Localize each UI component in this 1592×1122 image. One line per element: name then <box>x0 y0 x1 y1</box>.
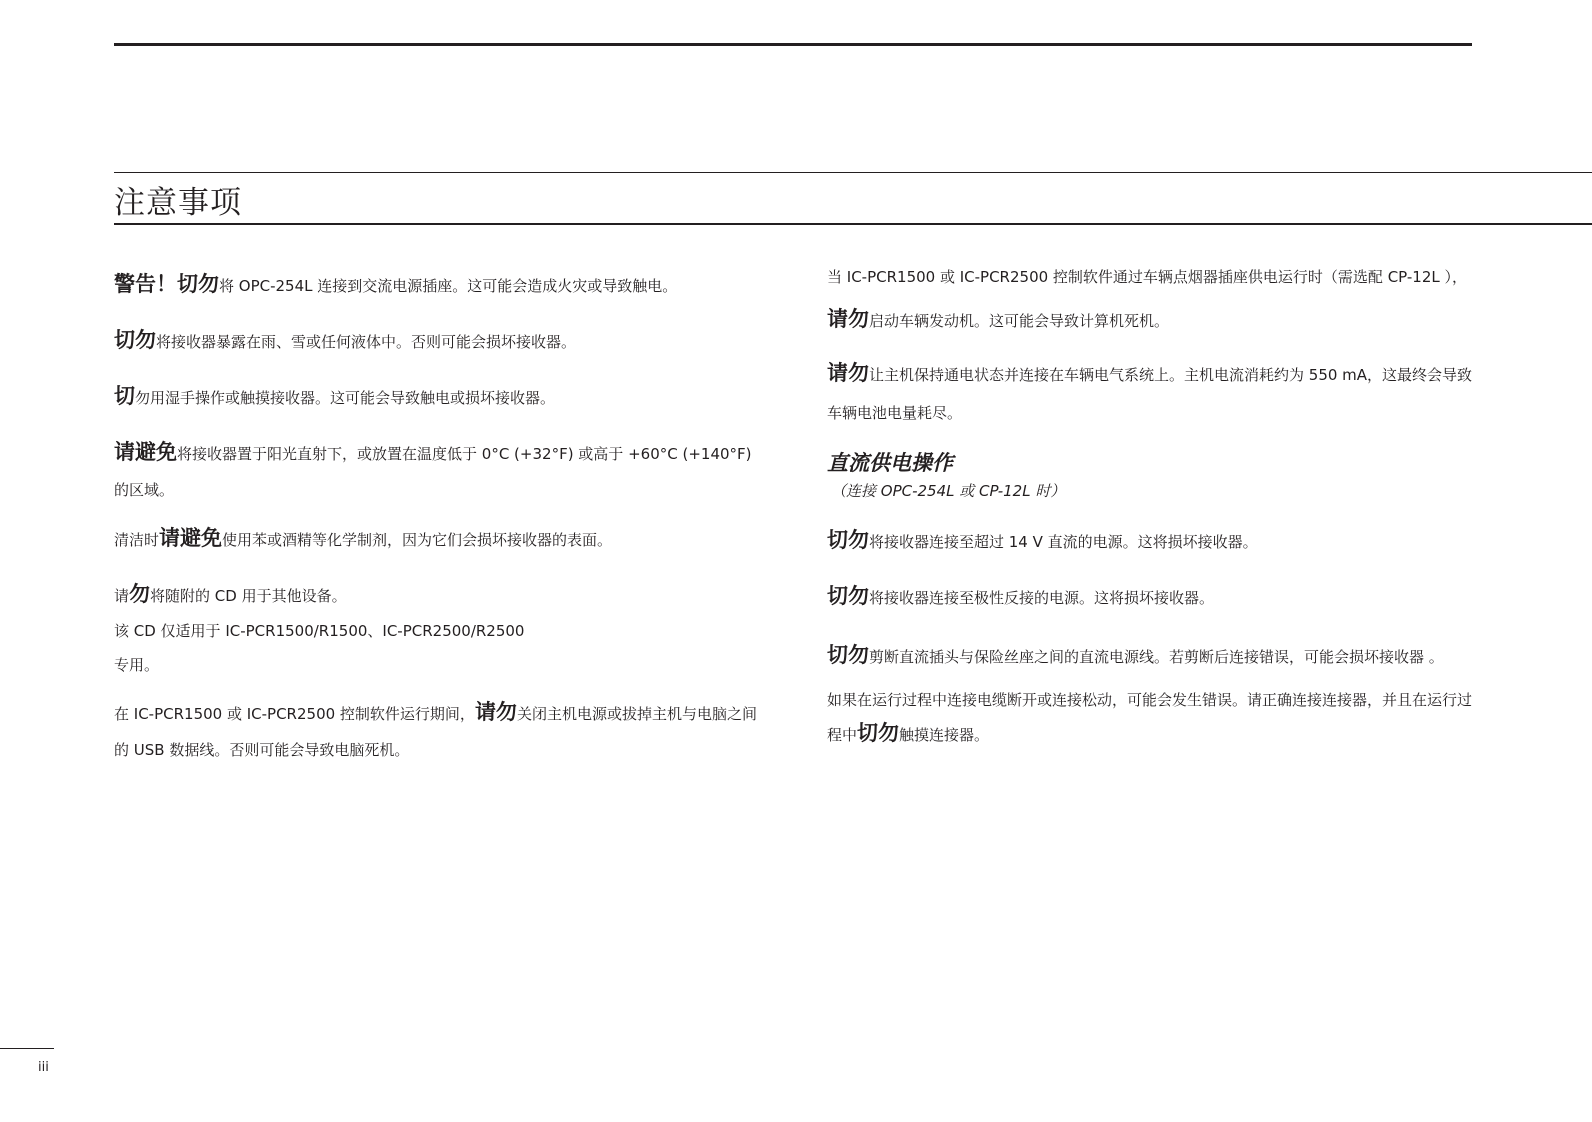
caution-prefix: 请 <box>114 587 130 605</box>
caution-text: 触摸连接器。 <box>899 726 990 744</box>
warning-cut-cable <box>827 634 1473 678</box>
caution-battery-drain <box>827 354 1473 432</box>
warning-text: 将接收器连接至超过 14 V 直流的电源。这将损坏接收器。 <box>869 533 1258 551</box>
caution-prefix: 当 IC-PCR1500 或 IC-PCR2500 控制软件通过车辆点烟器插座供电运行时（需选配 CP-12L ）， <box>827 268 1468 286</box>
caution-prefix: 清洁时 <box>114 531 160 549</box>
warning-liquid <box>114 322 760 360</box>
caution-emphasis: 请勿 <box>474 700 517 724</box>
caution-cd-line3: 专用。 <box>114 656 160 674</box>
warning-emphasis: 切勿 <box>827 643 869 667</box>
warning-text: 将接收器连接至极性反接的电源。这将损坏接收器。 <box>869 589 1215 607</box>
caution-cd <box>114 576 760 682</box>
warning-emphasis: 切勿 <box>827 528 869 552</box>
warning-text: 勿用湿手操作或触摸接收器。这可能会导致触电或损坏接收器。 <box>135 389 556 407</box>
warning-emphasis: 切勿 <box>827 584 869 608</box>
warning-emphasis: 警告！切勿 <box>114 272 219 296</box>
caution-emphasis: 请避免 <box>159 526 223 550</box>
caution-text: 让主机保持通电状态并连接在车辆电气系统上。主机电流消耗约为 550 mA，这最终会导致车辆电池电量耗尽。 <box>827 366 1473 422</box>
left-column <box>114 266 760 768</box>
caution-emphasis: 请勿 <box>827 307 869 331</box>
caution-emphasis: 请勿 <box>827 361 869 385</box>
section-subtitle: （连接 OPC-254L 或 CP-12L 时） <box>831 482 1066 500</box>
caution-power-usb <box>114 694 760 768</box>
caution-text: 使用苯或酒精等化学制剂，因为它们会损坏接收器的表面。 <box>222 531 613 549</box>
warning-polarity <box>827 578 1473 616</box>
caution-temperature <box>114 434 760 508</box>
title-rule-bottom <box>114 223 1592 225</box>
caution-text: 将接收器置于阳光直射下，或放置在温度低于 0°C (+32°F) 或高于 +60°C (+140°F) 的区域。 <box>114 445 752 499</box>
page-title: 注意事项 <box>114 185 242 221</box>
caution-loose-cable <box>827 684 1473 752</box>
warning-text: 将 OPC-254L 连接到交流电源插座。这可能会造成火灾或导致触电。 <box>219 277 678 295</box>
warning-text: 剪断直流插头与保险丝座之间的直流电源线。若剪断后连接错误，可能会损坏接收器 。 <box>869 648 1444 666</box>
warning-wet-hands <box>114 378 760 416</box>
caution-cleaning <box>114 520 760 558</box>
caution-prefix: 如果在运行过程中连接电缆断开或连接松动，可能会发生错误。请正确连接连接器，并且在运行过程中 <box>827 691 1473 744</box>
caution-cd-line2: 该 CD 仅适用于 IC-PCR1500/R1500、IC-PCR2500/R2500 <box>114 622 525 640</box>
caution-text: 关闭主机电源或拔掉主机与电脑之间的 USB 数据线。否则可能会导致电脑死机。 <box>114 705 757 759</box>
right-column <box>827 266 1473 752</box>
section-title: 直流供电操作 <box>827 451 953 475</box>
caution-emphasis: 请避免 <box>114 440 177 464</box>
page-number: iii <box>38 1060 49 1075</box>
top-rule <box>114 43 1472 46</box>
caution-emphasis: 切勿 <box>857 721 900 745</box>
caution-text: 启动车辆发动机。这可能会导致计算机死机。 <box>869 312 1170 330</box>
warning-text: 将接收器暴露在雨、雪或任何液体中。否则可能会损坏接收器。 <box>156 333 577 351</box>
caution-cd-line1 <box>114 576 760 614</box>
page-number-rule <box>0 1048 54 1049</box>
warning-emphasis: 切 <box>114 384 135 408</box>
warning-ac-outlet <box>114 266 760 304</box>
caution-prefix: 在 IC-PCR1500 或 IC-PCR2500 控制软件运行期间， <box>114 705 475 723</box>
caution-emphasis: 勿 <box>129 582 151 606</box>
title-rule-top <box>114 172 1592 173</box>
warning-voltage <box>827 522 1473 560</box>
caution-cigarette-lighter <box>827 256 1473 342</box>
caution-text: 将随附的 CD 用于其他设备。 <box>150 587 347 605</box>
warning-emphasis: 切勿 <box>114 328 156 352</box>
